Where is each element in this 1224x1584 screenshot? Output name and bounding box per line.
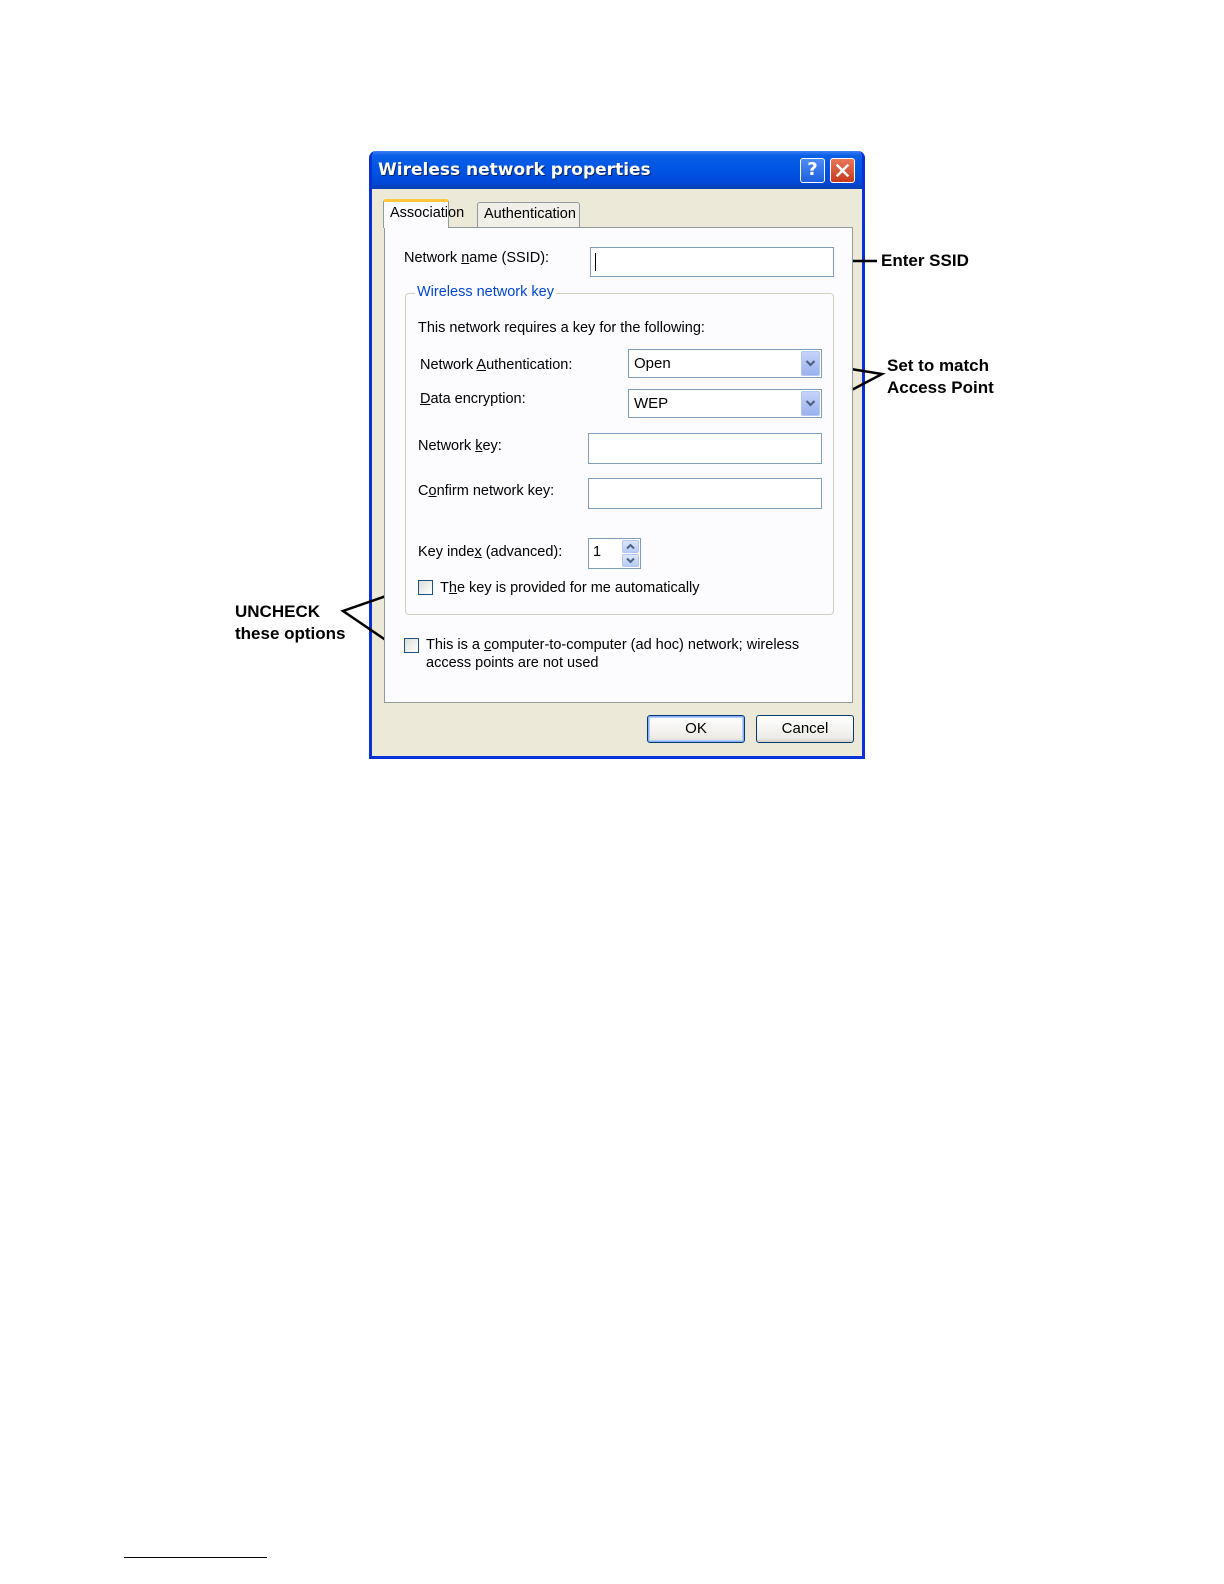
- data-encryption-label: [420, 391, 526, 407]
- key-index-spinner[interactable]: [588, 538, 641, 569]
- adhoc-label-part: omputer-to-computer (ad hoc) network; wireless: [491, 637, 800, 653]
- key-index-label-part: Key inde: [418, 544, 475, 560]
- network-authentication-value: Open: [634, 355, 671, 372]
- auto-key-label-part: e key is provided for me automatically: [456, 580, 700, 596]
- key-index-decrement-button[interactable]: [622, 554, 639, 567]
- ssid-label-accesskey: n: [461, 250, 470, 266]
- auto-key-label-accesskey: h: [448, 580, 457, 596]
- auto-key-checkbox[interactable]: [418, 580, 433, 595]
- uncheck-annotation-line1: UNCHECK: [235, 602, 320, 621]
- network-key-input[interactable]: [588, 433, 822, 464]
- adhoc-label-line1: [426, 637, 799, 653]
- match-annotation-line1: Set to match: [887, 356, 990, 375]
- close-button[interactable]: [830, 158, 855, 183]
- confirm-network-key-label: [418, 483, 554, 499]
- chevron-down-icon: [802, 392, 819, 415]
- network-key-label-part: ey:: [482, 438, 502, 454]
- key-index-label-part: (advanced):: [481, 544, 563, 560]
- title-bar[interactable]: [369, 151, 865, 189]
- text-caret: [595, 253, 596, 271]
- adhoc-label-part: This is a: [426, 637, 485, 653]
- chevron-up-icon: [623, 541, 638, 552]
- confirm-network-key-label-part: C: [418, 483, 429, 499]
- match-annotation-line2: Access Point: [887, 378, 994, 397]
- window-title: Wireless network properties: [378, 160, 651, 180]
- adhoc-label-line2: access points are not used: [426, 655, 599, 671]
- data-encryption-label-accesskey: D: [420, 391, 431, 407]
- data-encryption-label-part: ata encryption:: [430, 391, 526, 407]
- footnote-divider: [124, 1557, 267, 1558]
- tab-authentication-label: Authentication: [484, 206, 576, 222]
- network-authentication-select[interactable]: [628, 349, 822, 378]
- association-panel: [384, 227, 853, 703]
- ssid-annotation: Enter SSID: [881, 251, 969, 270]
- network-authentication-label-part: uthentication:: [486, 357, 573, 373]
- network-key-label: [418, 438, 502, 454]
- ok-button[interactable]: OK: [647, 715, 745, 743]
- cancel-button[interactable]: Cancel: [756, 715, 854, 743]
- key-index-value: 1: [593, 544, 602, 560]
- key-index-label-accesskey: x: [474, 544, 482, 560]
- close-icon: [836, 164, 849, 177]
- confirm-network-key-input[interactable]: [588, 478, 822, 509]
- network-authentication-label-part: Network: [420, 357, 477, 373]
- adhoc-checkbox[interactable]: [404, 638, 419, 653]
- wireless-network-properties-dialog: [369, 151, 865, 759]
- key-index-increment-button[interactable]: [622, 540, 639, 553]
- tab-authentication[interactable]: [477, 202, 580, 228]
- chevron-down-icon: [802, 352, 819, 375]
- ssid-label-part: ame (SSID):: [469, 250, 550, 266]
- ssid-label: [404, 250, 549, 266]
- tab-association[interactable]: [383, 199, 465, 228]
- key-requirement-intro: This network requires a key for the following:: [418, 320, 705, 336]
- network-authentication-dropdown-button[interactable]: [801, 351, 820, 376]
- tab-association-label: Association: [390, 205, 465, 221]
- auto-key-label: [440, 580, 700, 596]
- help-button[interactable]: [800, 158, 825, 183]
- data-encryption-value: WEP: [634, 395, 669, 412]
- auto-key-label-part: T: [440, 580, 449, 596]
- adhoc-label-accesskey: c: [484, 637, 492, 653]
- wireless-network-key-group-title: Wireless network key: [417, 284, 554, 300]
- network-key-label-accesskey: k: [475, 438, 483, 454]
- confirm-network-key-label-accesskey: o: [428, 483, 437, 499]
- help-icon: ?: [807, 159, 818, 180]
- ssid-label-part: Network: [404, 250, 462, 266]
- key-index-label: [418, 544, 562, 560]
- confirm-network-key-label-part: nfirm network key:: [436, 483, 555, 499]
- ssid-input[interactable]: [590, 247, 834, 277]
- chevron-down-icon: [623, 555, 638, 566]
- uncheck-annotation-line2: these options: [235, 624, 346, 643]
- network-key-label-part: Network: [418, 438, 476, 454]
- network-authentication-label-accesskey: A: [476, 357, 487, 373]
- data-encryption-dropdown-button[interactable]: [801, 391, 820, 416]
- network-authentication-label: [420, 357, 572, 373]
- data-encryption-select[interactable]: [628, 389, 822, 418]
